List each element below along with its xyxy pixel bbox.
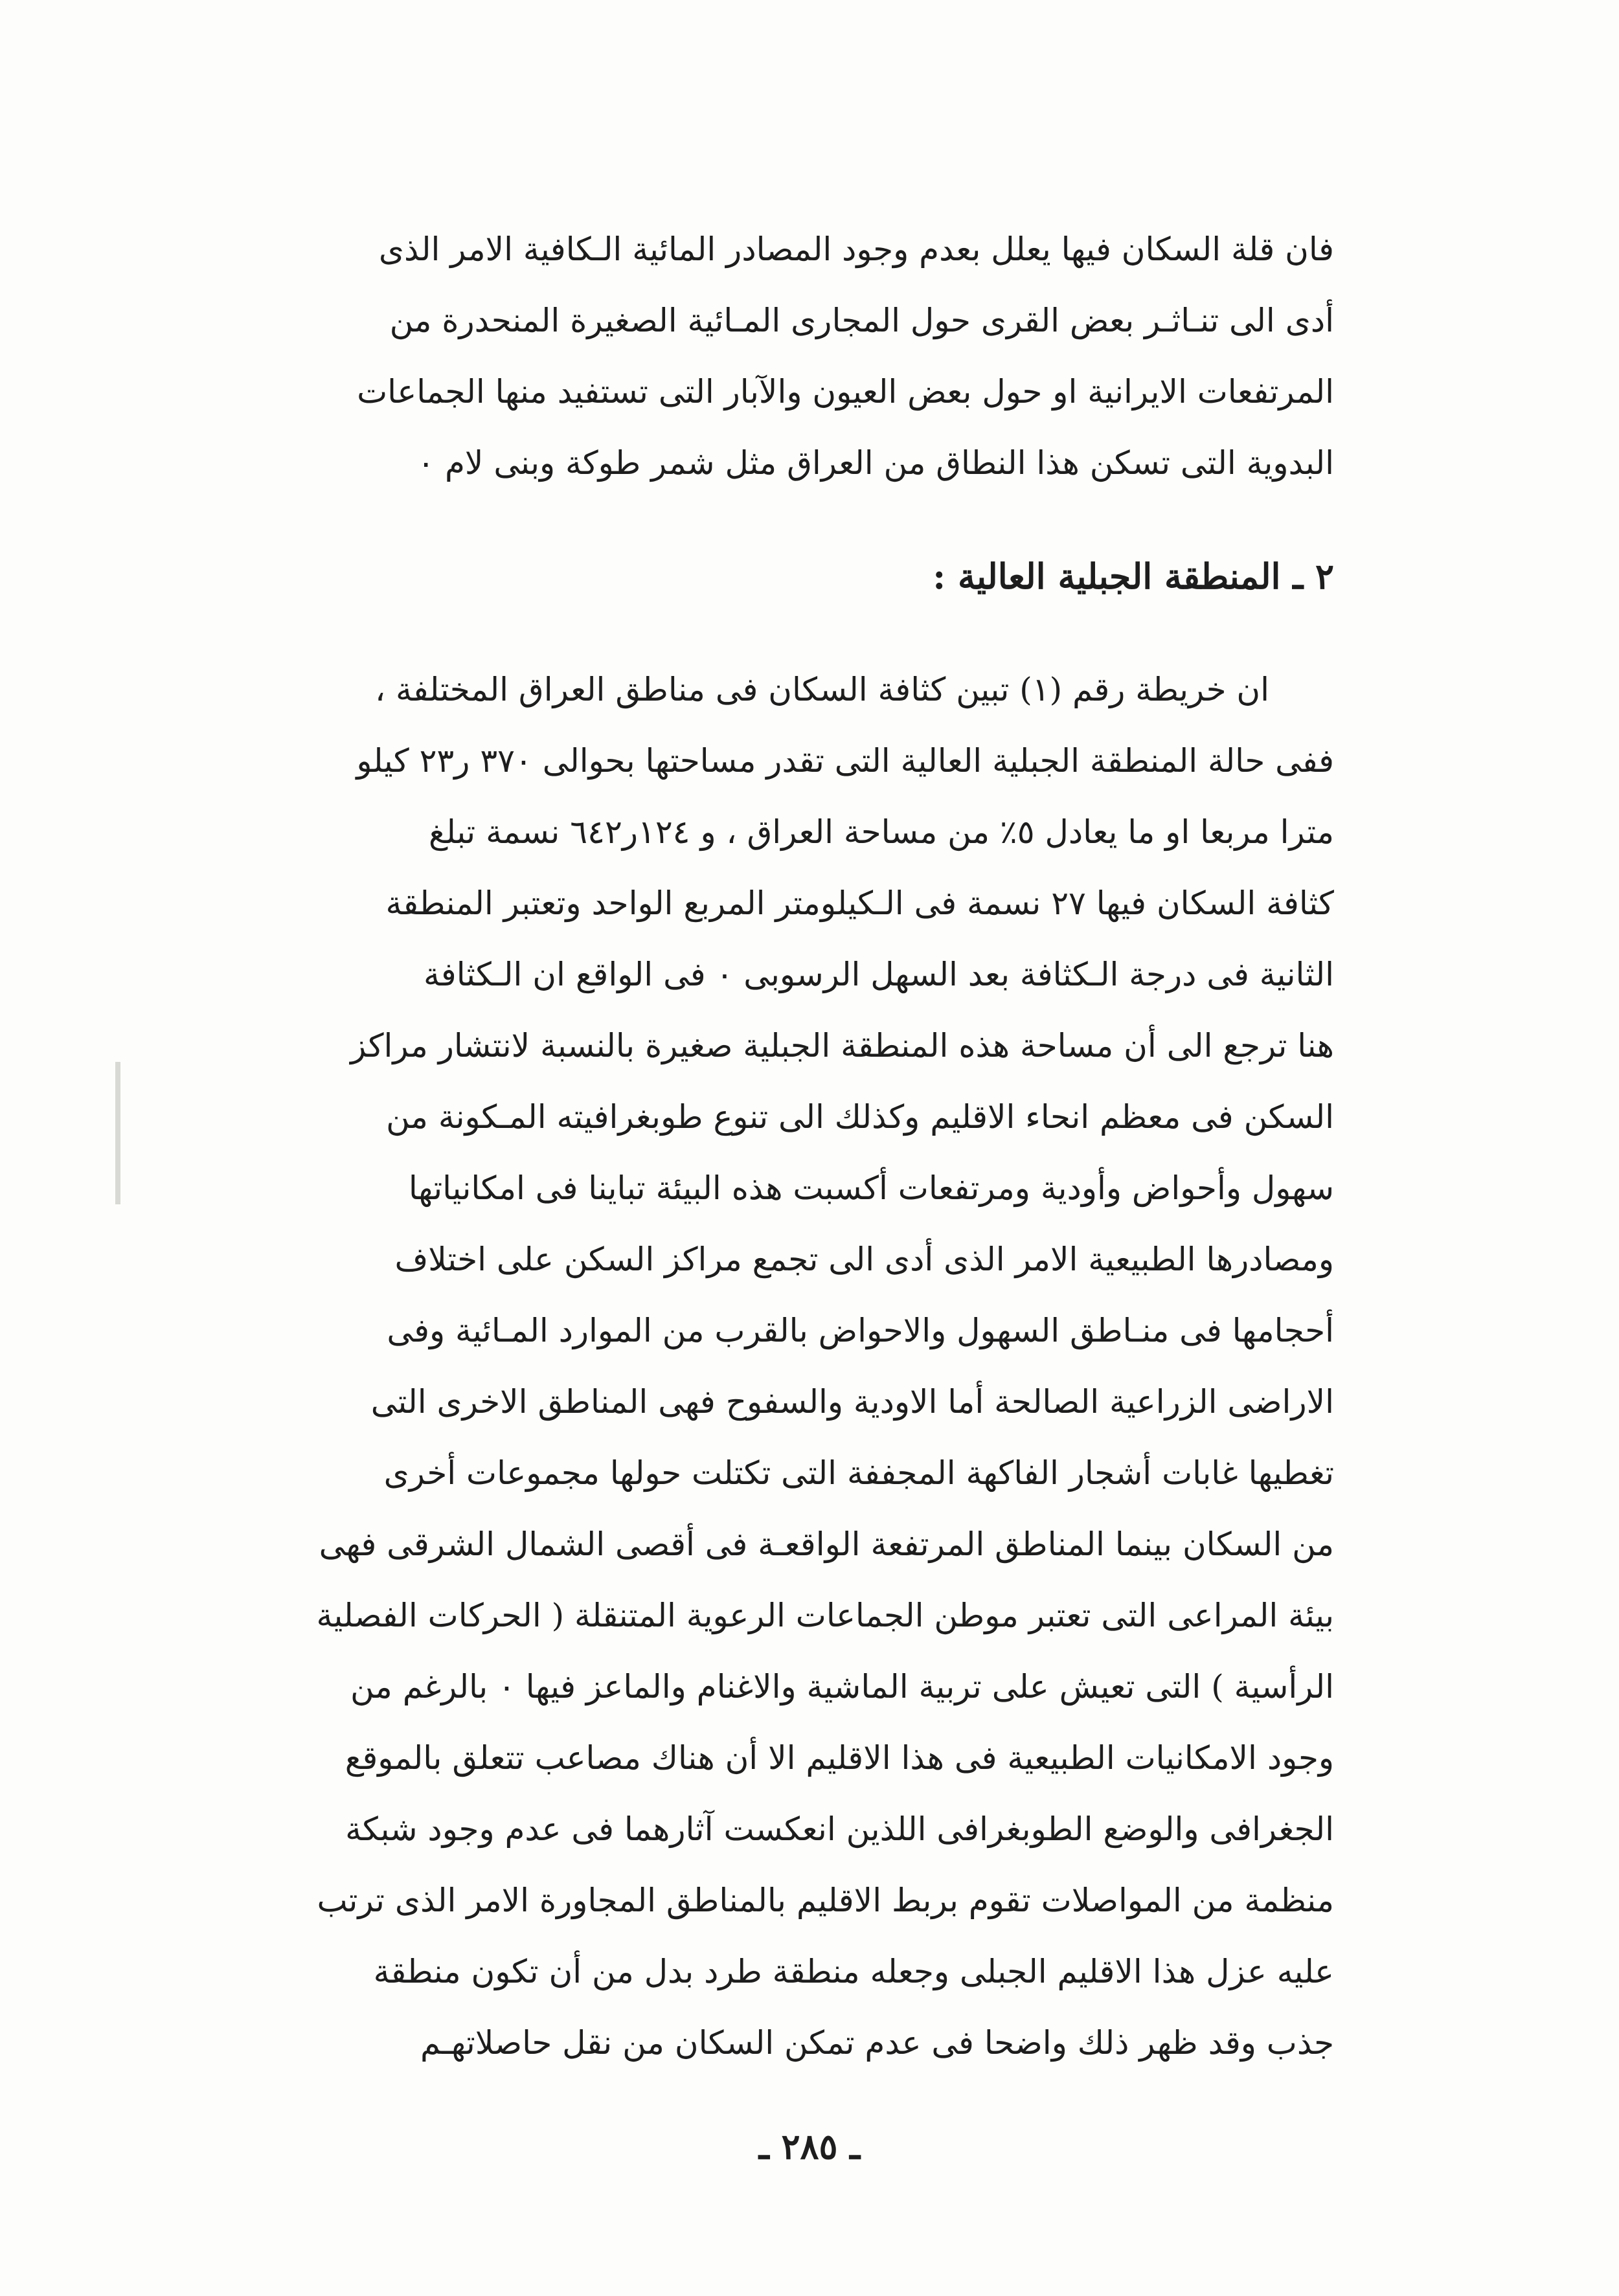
top-paragraph: [272, 214, 1334, 499]
main-paragraph: [272, 654, 1334, 2078]
text-line: أحجامها فى منـاطق السهول والاحواض بالقرب من الموارد المـائية وفى: [387, 1312, 1334, 1349]
text-line: الجغرافى والوضع الطوبغرافى اللذين انعكست آثارهما فى عدم وجود شبكة: [345, 1810, 1334, 1848]
text-line: مترا مربعا او ما يعادل ٥٪ من مساحة العراق ، و ١٢٤ر٦٤٢ نسمة تبلغ: [429, 813, 1334, 851]
text-line: سهول وأحواض وأودية ومرتفعات أكسبت هذه البيئة تباينا فى امكانياتها: [408, 1169, 1334, 1207]
text-line: هنا ترجع الى أن مساحة هذه المنطقة الجبلية صغيرة بالنسبة لانتشار مراكز: [350, 1027, 1334, 1064]
text-line: كثافة السكان فيها ٢٧ نسمة فى الـكيلومتر المربع الواحد وتعتبر المنطقة: [385, 884, 1334, 922]
text-line: من السكان بينما المناطق المرتفعة الواقعـة فى أقصى الشمال الشرقى فهى: [319, 1525, 1334, 1563]
text-line: ففى حالة المنطقة الجبلية العالية التى تقدر مساحتها بحوالى ٣٧٠ ر٢٣ كيلو: [356, 742, 1334, 780]
text-line: منظمة من المواصلات تقوم بربط الاقليم بالمناطق المجاورة الامر الذى ترتب: [317, 1882, 1334, 1919]
text-line: وجود الامكانيات الطبيعية فى هذا الاقليم الا أن هناك مصاعب تتعلق بالموقع: [345, 1739, 1334, 1777]
text-line: الثانية فى درجة الـكثافة بعد السهل الرسوبى ٠ فى الواقع ان الـكثافة: [424, 956, 1334, 993]
scan-margin-mark: [115, 1062, 120, 1204]
section-heading: ٢ ـ المنطقة الجبلية العالية :: [933, 556, 1334, 597]
text-line: ان خريطة رقم (١) تبين كثافة السكان فى مناطق العراق المختلفة ،: [374, 671, 1269, 708]
text-line: جذب وقد ظهر ذلك واضحا فى عدم تمكن السكان من نقل حاصلاتهـم: [420, 2024, 1334, 2062]
page-number: ـ ٢٨٥ ـ: [758, 2126, 861, 2167]
text-line: أدى الى تنـاثـر بعض القرى حول المجارى المـائية الصغيرة المنحدرة من: [389, 302, 1334, 339]
text-line: الرأسية ) التى تعيش على تربية الماشية والاغنام والماعز فيها ٠ بالرغم من: [350, 1668, 1334, 1705]
text-line: الاراضى الزراعية الصالحة أما الاودية والسفوح فهى المناطق الاخرى التى: [370, 1383, 1334, 1421]
text-line: فان قلة السكان فيها يعلل بعدم وجود المصادر المائية الـكافية الامر الذى: [378, 231, 1334, 268]
text-line: ومصادرها الطبيعية الامر الذى أدى الى تجمع مراكز السكن على اختلاف: [394, 1241, 1334, 1278]
text-line: البدوية التى تسكن هذا النطاق من العراق مثل شمر طوكة وبنى لام ٠: [417, 444, 1334, 482]
text-line: المرتفعات الايرانية او حول بعض العيون والآبار التى تستفيد منها الجماعات: [357, 373, 1334, 411]
text-line: السكن فى معظم انحاء الاقليم وكذلك الى تنوع طوبغرافيته المـكونة من: [386, 1098, 1334, 1136]
text-line: تغطيها غابات أشجار الفاكهة المجففة التى تكتلت حولها مجموعات أخرى: [383, 1454, 1334, 1492]
text-line: بيئة المراعى التى تعتبر موطن الجماعات الرعوية المتنقلة ( الحركات الفصلية: [316, 1597, 1334, 1634]
text-line: عليه عزل هذا الاقليم الجبلى وجعله منطقة طرد بدل من أن تكون منطقة: [373, 1953, 1334, 1990]
